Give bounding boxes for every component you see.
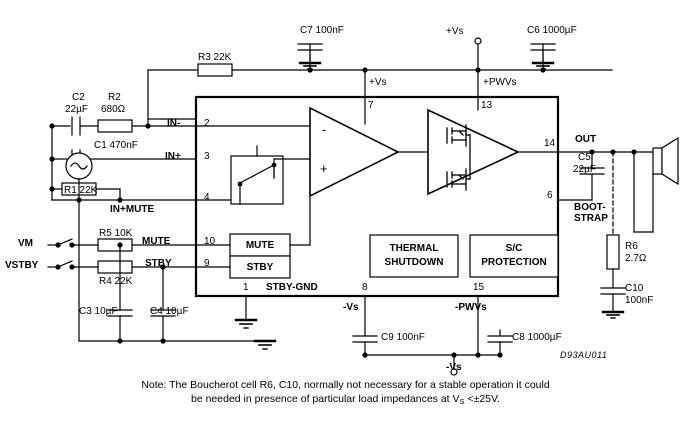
pin-10: 10 [204, 236, 216, 247]
label-c1: C1 470nF [94, 140, 138, 151]
block-thermal-line1: THERMAL [389, 243, 439, 254]
label-r2-value: 680Ω [101, 104, 126, 115]
drawing-code: D93AU011 [560, 350, 608, 360]
label-c10-value: 100nF [625, 295, 654, 306]
block-stby-label: STBY [246, 262, 274, 273]
svg-text:-: - [322, 122, 327, 137]
label-pwvs-bottom: -PWVs [455, 302, 487, 313]
label-vstby: VSTBY [5, 260, 39, 271]
note-line-1: Note: The Boucherot cell R6, C10, normally not necessary for a stable operation it could [141, 379, 550, 391]
label-r6: R6 [625, 241, 638, 252]
label-in-minus: IN- [167, 118, 181, 129]
label-c6: C6 1000µF [527, 25, 577, 36]
label-c2-value: 22µF [65, 104, 88, 115]
label-c3: C3 10µF [79, 306, 118, 317]
pin-6: 6 [547, 190, 553, 201]
label-vs-supply-bottom: -Vs [446, 362, 462, 373]
note-subscript: S [459, 397, 465, 406]
label-c9: C9 100nF [381, 332, 425, 343]
label-in-plus-mute: IN+MUTE [110, 204, 155, 215]
pin-7: 7 [368, 100, 374, 111]
pin-15: 15 [473, 282, 485, 293]
label-r1: R1 22K [64, 185, 98, 196]
diagram-note [0, 378, 691, 409]
block-sc-line1: S/C [505, 243, 523, 254]
label-r3: R3 22K [198, 52, 232, 63]
pin-3: 3 [204, 151, 210, 162]
svg-text:+: + [320, 161, 328, 176]
pin-13: 13 [481, 100, 493, 111]
block-sc-line2: PROTECTION [481, 257, 547, 268]
label-vs-supply-top: +Vs [446, 26, 464, 37]
pin-14: 14 [544, 138, 556, 149]
label-vs-top: +Vs [369, 77, 387, 88]
pin-8: 8 [362, 282, 368, 293]
label-vs-bottom: -Vs [343, 302, 359, 313]
label-c8: C8 1000µF [512, 332, 562, 343]
pin-4: 4 [204, 192, 210, 203]
label-r5: R5 10K [99, 228, 133, 239]
label-bootstrap-2: STRAP [574, 213, 608, 224]
label-r2: R2 [108, 92, 121, 103]
label-r4: R4 22K [99, 276, 133, 287]
label-bootstrap-1: BOOT- [574, 202, 606, 213]
label-c4: C4 10µF [150, 306, 189, 317]
block-thermal-line2: SHUTDOWN [384, 257, 444, 268]
label-out: OUT [575, 134, 597, 145]
pin-1: 1 [243, 282, 249, 293]
label-stby-pin: STBY [145, 258, 172, 269]
label-in-plus: IN+ [165, 151, 181, 162]
note-line-2b: <±25V. [464, 393, 500, 405]
label-r6-value: 2.7Ω [625, 253, 647, 264]
pin-2: 2 [204, 118, 210, 129]
pin-9: 9 [204, 258, 210, 269]
label-c10: C10 [625, 283, 644, 294]
label-c7: C7 100nF [300, 25, 344, 36]
label-mute-pin: MUTE [142, 236, 171, 247]
block-mute-label: MUTE [245, 240, 275, 251]
note-line-2a: be needed in presence of particular load impedances at V [191, 393, 460, 405]
label-vm: VM [18, 238, 33, 249]
label-stby-gnd: STBY-GND [266, 282, 318, 293]
label-c2: C2 [72, 92, 85, 103]
label-c5: C5 [578, 152, 591, 163]
label-pwvs-top: +PWVs [483, 77, 517, 88]
label-c5-value: 22µF [573, 164, 596, 175]
